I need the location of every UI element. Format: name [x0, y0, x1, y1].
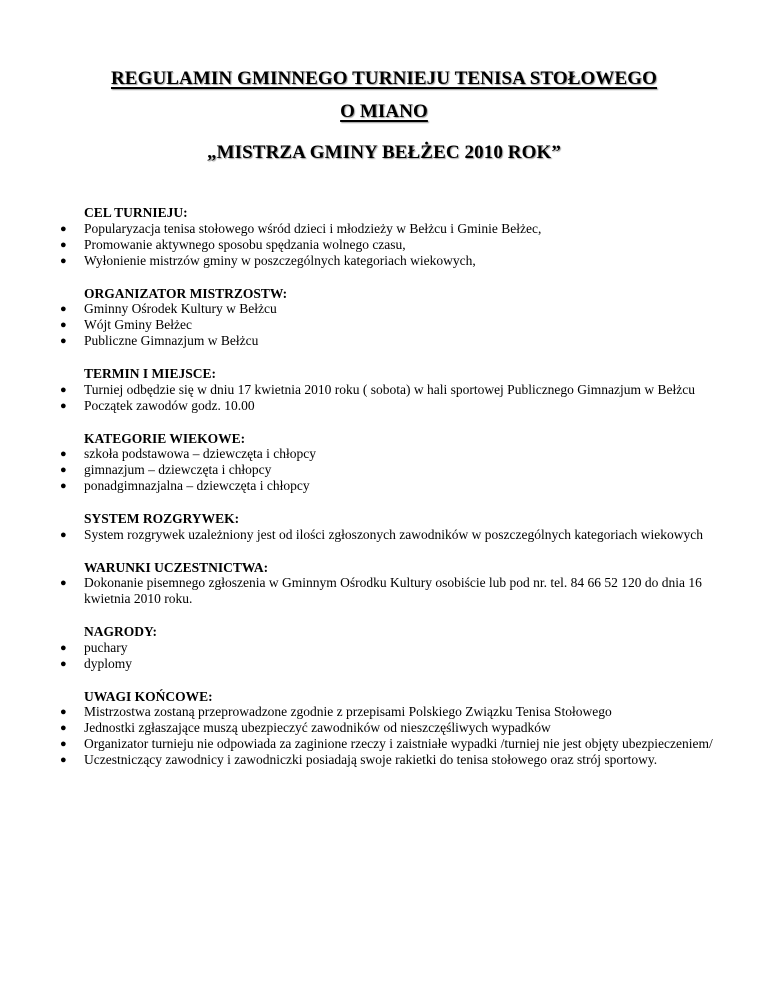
bullet-icon: ● [60, 399, 67, 412]
list-item-text: Uczestniczący zawodnicy i zawodniczki posiadają swoje rakietki do tenisa stołowego oraz strój sportowy. [84, 752, 658, 767]
bullet-list [60, 640, 740, 672]
bullet-icon: ● [60, 319, 67, 331]
list-item-text: Początek zawodów godz. 10.00 [84, 397, 255, 413]
list-item-text: Dokonanie pisemnego zgłoszenia w Gminnym Ośrodku Kultury osobiście lub pod nr. tel. 84 66 52 120 do dnia 16 kwietnia 2010 roku. [84, 575, 702, 606]
section [60, 431, 740, 495]
list-item-text: Turniej odbędzie się w dniu 17 kwietnia 2010 roku ( sobota) w hali sportowej Publicznego Gimnazjum w Bełżcu [84, 381, 696, 397]
bullet-list [60, 704, 740, 768]
section-heading: TERMIN I MIEJSCE: [84, 366, 217, 381]
list-item [60, 237, 740, 253]
bullet-list [60, 221, 740, 269]
section [60, 689, 740, 769]
bullet-icon: ● [60, 528, 67, 541]
list-item-text: Mistrzostwa zostaną przeprowadzone zgodnie z przepisami Polskiego Związku Tenisa Stołowego [84, 704, 612, 719]
section [60, 511, 740, 543]
list-item-text: Wyłonienie mistrzów gminy w poszczególnych kategoriach wiekowych, [84, 252, 476, 268]
list-item-text: szkoła podstawowa – dziewczęta i chłopcy [84, 446, 317, 461]
list-item [60, 382, 740, 398]
bullet-list [60, 382, 740, 414]
list-item-text: Promowanie aktywnego sposobu spędzania wolnego czasu, [84, 236, 406, 252]
bullet-icon: ● [60, 480, 67, 492]
bullet-icon: ● [60, 383, 67, 396]
list-item [60, 333, 740, 349]
list-item-text: Wójt Gminy Bełżec [84, 317, 192, 332]
list-item [60, 640, 740, 656]
document-title-line-3: „MISTRZA GMINY BEŁŻEC 2010 ROK” [207, 142, 561, 163]
section-heading: ORGANIZATOR MISTRZOSTW: [84, 285, 288, 301]
section [60, 366, 740, 414]
document-title-line-1: REGULAMIN GMINNEGO TURNIEJU TENISA STOŁOWEGO [110, 68, 657, 89]
list-item [60, 720, 740, 736]
section-heading: NAGRODY: [84, 624, 158, 639]
list-item [60, 253, 740, 269]
list-item-text: puchary [84, 639, 128, 655]
section [60, 286, 740, 350]
list-item-text: Gminny Ośrodek Kultury w Bełżcu [84, 301, 277, 316]
bullet-icon: ● [60, 738, 67, 750]
section-heading: UWAGI KOŃCOWE: [84, 688, 213, 704]
list-item [60, 478, 740, 494]
list-item [60, 317, 740, 333]
list-item-text: Popularyzacja tenisa stołowego wśród dzieci i młodzieży w Bełżcu i Gminie Bełżec, [84, 220, 542, 236]
bullet-list [60, 527, 740, 543]
section-heading: CEL TURNIEJU: [84, 205, 188, 220]
list-item [60, 527, 740, 543]
list-item-text: System rozgrywek uzależniony jest od ilości zgłoszonych zawodników w poszczególnych kategoriach wiekowych [84, 526, 703, 542]
list-item-text: ponadgimnazjalna – dziewczęta i chłopcy [84, 478, 310, 493]
list-item-text: Publiczne Gimnazjum w Bełżcu [84, 333, 259, 348]
bullet-icon: ● [60, 754, 67, 766]
list-item-text: Organizator turnieju nie odpowiada za zaginione rzeczy i zaistniałe wypadki /turniej nie jest objęty ubezpieczeniem/ [84, 736, 713, 751]
list-item [60, 575, 740, 607]
bullet-icon: ● [60, 657, 67, 670]
bullet-icon: ● [60, 238, 67, 251]
bullet-icon: ● [60, 254, 67, 267]
section-heading: SYSTEM ROZGRYWEK: [84, 511, 240, 526]
document-title-line-2: O MIANO [340, 101, 428, 122]
list-item [60, 221, 740, 237]
list-item [60, 656, 740, 672]
list-item [60, 446, 740, 462]
section [60, 560, 740, 608]
bullet-icon: ● [60, 722, 67, 734]
bullet-icon: ● [60, 577, 67, 589]
section [60, 205, 740, 269]
list-item [60, 736, 740, 752]
bullet-icon: ● [60, 335, 67, 347]
regulations-sections [60, 205, 740, 785]
bullet-icon: ● [60, 464, 67, 476]
list-item-text: dyplomy [84, 655, 133, 671]
bullet-icon: ● [60, 641, 67, 654]
list-item-text: gimnazjum – dziewczęta i chłopcy [84, 462, 272, 477]
list-item [60, 398, 740, 414]
bullet-icon: ● [60, 222, 67, 235]
bullet-icon: ● [60, 706, 67, 718]
bullet-list [60, 446, 740, 494]
bullet-icon: ● [60, 448, 67, 460]
list-item [60, 752, 740, 768]
bullet-icon: ● [60, 303, 67, 315]
section [60, 624, 740, 672]
bullet-list [60, 301, 740, 349]
list-item [60, 301, 740, 317]
list-item [60, 704, 740, 720]
list-item-text: Jednostki zgłaszające muszą ubezpieczyć zawodników od nieszczęśliwych wypadków [84, 720, 551, 735]
bullet-list [60, 575, 740, 607]
section-heading: WARUNKI UCZESTNICTWA: [84, 559, 269, 575]
section-heading: KATEGORIE WIEKOWE: [84, 430, 246, 446]
list-item [60, 462, 740, 478]
